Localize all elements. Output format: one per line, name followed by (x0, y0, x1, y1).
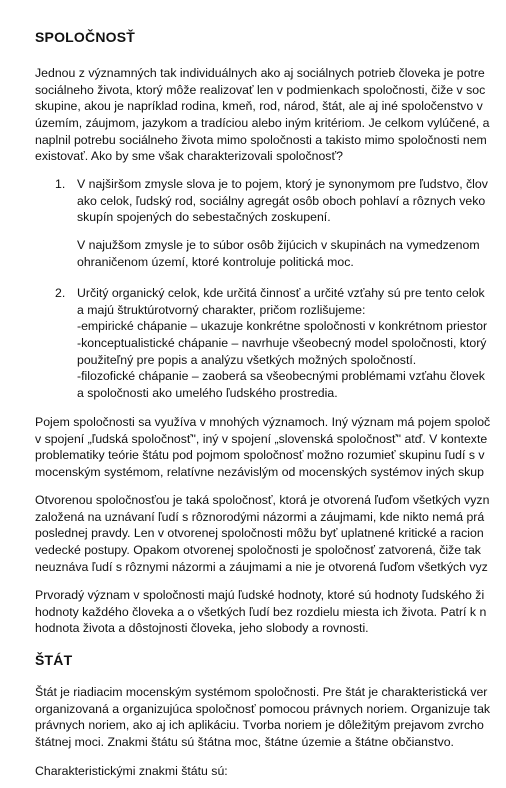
text-line: vedecké postupy. Opakom otvorenej spoločnosti je spoločnosť zatvorená, čiže tak (35, 543, 481, 558)
text-line: právnych noriem, ako aj ich aplikáciu. Tvorba noriem je dôležitým prejavom zvrcho (35, 718, 484, 733)
body-paragraph (35, 763, 228, 780)
text-line: ohraničenom území, ktoré kontroluje politická moc. (77, 254, 354, 269)
text-line: ako celok, ľudský rod, sociálny agregát osôb oboch pohlaví a rôznych veko (77, 193, 486, 208)
text-line: -empirické chápanie – ukazuje konkrétne spoločnosti v konkrétnom priestor (77, 319, 488, 334)
text-line: v spojení „ľudská spoločnosť", iný v spojení „slovenská spoločnosť" atď. V kontexte (35, 431, 488, 446)
body-paragraph (35, 684, 490, 751)
body-paragraph (35, 492, 489, 575)
text-line: Jednou z významných tak individuálnych ako aj sociálnych potrieb človeka je potre (35, 66, 485, 80)
text-line: štátnej moci. Znakmi štátu sú štátna moc, štátne územie a štátne občianstvo. (35, 735, 454, 750)
section-heading-spolocnost: SPOLOČNOSŤ (35, 29, 136, 45)
section-heading-stat: ŠTÁT (35, 652, 73, 668)
list-number: 2. (55, 286, 66, 300)
list-item-1-paragraph-1 (77, 176, 488, 226)
text-line: Prvoradý význam v spoločnosti majú ľudské hodnoty, ktoré sú hodnoty ľudského ži (35, 588, 485, 602)
body-paragraph (35, 587, 486, 637)
text-line: hodnoty každého človeka a o všetkých ľudí bez rozdielu miesta ich života. Patrí k n (35, 604, 487, 619)
text-line: -konceptualistické chápanie – navrhuje všeobecný model spoločnosti, ktorý (77, 336, 487, 351)
list-item-1-paragraph-2 (77, 237, 480, 270)
text-line: hodnota života a dôstojnosti človeka, jeho slobody a rovnosti. (35, 621, 369, 636)
list-item-2-paragraph (77, 285, 487, 402)
body-paragraph (35, 414, 490, 481)
text-line: skupine, akou je napríklad rodina, kmeň, rod, národ, štát, ale aj iné spoločenstvo v (35, 99, 483, 114)
text-line: organizovaná a organizujúca spoločnosť pomocou právnych noriem. Organizuje tak (35, 701, 491, 716)
text-line: naplnil potrebu sociálneho života mimo spoločnosti a takisto mimo spoločnosti nem (35, 132, 487, 147)
text-line: Otvorenou spoločnosťou je taká spoločnosť, ktorá je otvorená ľuďom všetkých vyzn (35, 493, 490, 507)
text-line: neuznáva ľudí s rôznymi názormi a záujmami a nie je otvorená ľuďom všetkých vyz (35, 559, 488, 574)
text-line: -filozofické chápanie – zaoberá sa všeobecnými problémami vzťahu človek (77, 369, 485, 384)
text-line: problematiky teórie štátu pod pojmom spoločnosť možno rozumieť skupinu ľudí s v (35, 448, 485, 463)
text-line: a spoločnosti ako umelého ľudského prostredia. (77, 386, 338, 401)
text-line: existovať. Ako by sme však charakterizovali spoločnosť? (35, 149, 343, 164)
text-line: Určitý organický celok, kde určitá činnosť a určité vzťahy sú pre tento celok (77, 286, 485, 300)
text-line: poslednej pravdy. Len v otvorenej spoločnosti môžu byť uplatnené kritické a racion (35, 526, 484, 541)
text-line: Pojem spoločnosti sa využíva v mnohých významoch. Iný význam má pojem spoloč (35, 415, 491, 429)
list-number: 1. (55, 177, 66, 191)
text-line: a majú štruktúrotvorný charakter, pričom rozlišujeme: (77, 302, 366, 317)
text-line: V najužšom zmysle je to súbor osôb žijúcich v skupinách na vymedzenom (77, 238, 480, 252)
text-line: Charakteristickými znakmi štátu sú: (35, 764, 228, 778)
intro-paragraph (35, 65, 489, 165)
text-line: sociálneho života, ktorý môže realizovať len v podmienkach spoločnosti, čiže v soc (35, 82, 486, 97)
text-line: Štát je riadiacim mocenským systémom spoločnosti. Pre štát je charakteristická ver (35, 685, 488, 699)
text-line: skupín spojených do sebestačných zoskupení. (77, 210, 331, 225)
text-line: použiteľný pre popis a analýzu všetkých možných spoločností. (77, 352, 417, 367)
text-line: V najširšom zmysle slova je to pojem, ktorý je synonymom pre ľudstvo, člov (77, 177, 488, 191)
text-line: územím, záujmom, jazykom a tradíciou alebo iným kritériom. Je celkom vylúčené, a (35, 116, 490, 131)
text-line: založená na uznávaní ľudí s rôznorodými názormi a záujmami, kde nikto nemá prá (35, 509, 485, 524)
text-line: mocenským systémom, relatívne nezávislým od mocenských systémov iných skup (35, 465, 484, 480)
